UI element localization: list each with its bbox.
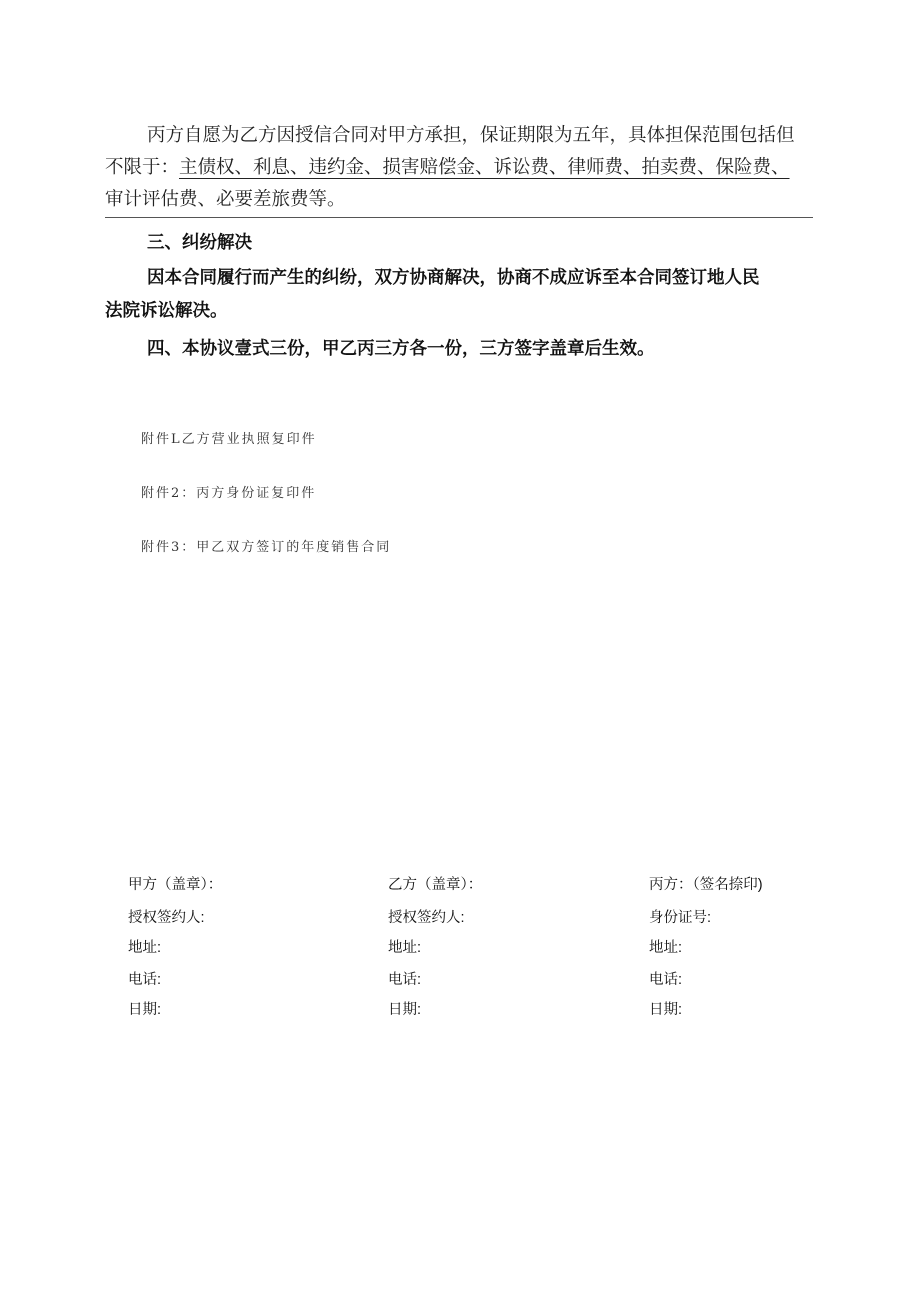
party-b-address: 地址: [388,940,422,956]
guarantee-paragraph [105,120,813,216]
party-a-phone: 电话: [128,972,162,988]
section-3-heading: 三、纠纷解决 [147,233,252,253]
attachment-2: 附件2：丙方身份证复印件 [141,486,317,501]
party-b-phone: 电话: [388,972,422,988]
guarantee-line-2 [105,152,813,184]
guarantee-scope-underlined: 主债权、利息、违约金、损害赔偿金、诉讼费、律师费、拍卖费、保险费、 [179,157,790,178]
dispute-line-1: 因本合同履行而产生的纠纷，双方协商解决，协商不成应诉至本合同签订地人民 [147,268,760,288]
guarantee-line-1: 丙方自愿为乙方因授信合同对甲方承担，保证期限为五年，具体担保范围包括但 [147,125,795,146]
section-4-clause: 四、本协议壹式三份，甲乙丙三方各一份，三方签字盖章后生效。 [147,339,655,359]
party-b-title: 乙方（盖章）： [388,877,483,893]
party-c-id-number: 身份证号: [649,910,712,926]
attachment-3: 附件3：甲乙双方签订的年度销售合同 [141,540,392,555]
party-a-date: 日期: [128,1002,162,1018]
party-a-signatory: 授权签约人: [128,910,205,926]
party-c-address: 地址: [649,940,683,956]
party-a-address: 地址: [128,940,162,956]
party-c-title: 丙方：（签名捺印) [649,877,763,893]
party-a-title: 甲方（盖章）： [128,877,223,893]
party-b-signatory: 授权签约人: [388,910,465,926]
guarantee-scope-prefix: 不限于： [105,157,180,178]
party-c-phone: 电话: [649,972,683,988]
dispute-paragraph [105,262,817,328]
party-c-date: 日期: [649,1002,683,1018]
guarantee-line-3: 审计评估费、必要差旅费等。 [105,189,346,210]
dispute-line-2: 法院诉讼解决。 [105,301,228,321]
attachment-1: 附件L乙方营业执照复印件 [141,432,317,447]
horizontal-divider [105,217,813,218]
party-b-date: 日期: [388,1002,422,1018]
